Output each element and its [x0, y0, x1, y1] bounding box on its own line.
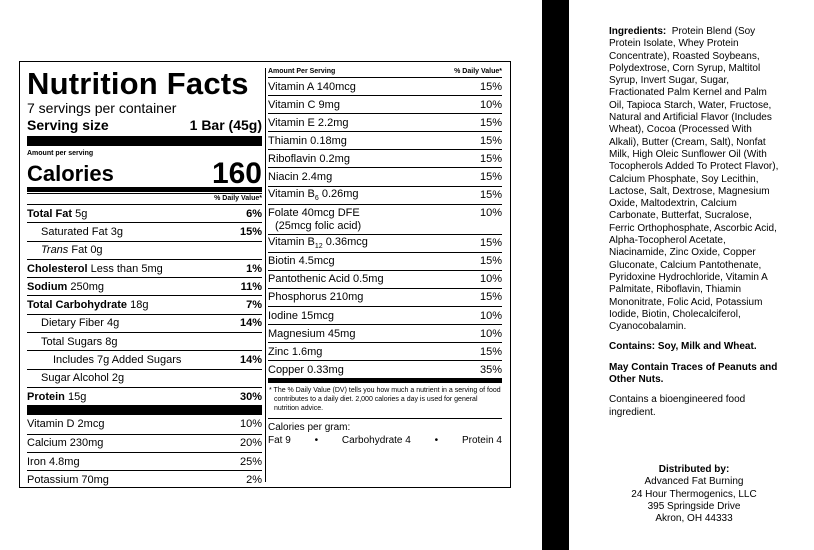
cpg-protein: Protein 4	[461, 435, 502, 447]
nutrient-row-trans-fat	[27, 241, 262, 259]
amount-per-serving-header: Amount Per Serving	[268, 68, 336, 75]
nutrient-name: Dietary Fiber 4g	[41, 317, 120, 330]
vitamin-name: Copper 0.33mg	[268, 363, 344, 376]
vitamin-dv: 20%	[239, 437, 262, 450]
nutrient-name-rest: Fat 0g	[68, 244, 103, 257]
bullet-icon: •	[434, 435, 439, 447]
nutrient-name: Sodium	[27, 280, 68, 293]
vitamin-row	[268, 131, 502, 149]
vitamin-name: Potassium 70mg	[27, 473, 109, 486]
vitamin-dv: 2%	[246, 473, 262, 486]
vitamin-name: Riboflavin 0.2mg	[268, 152, 350, 165]
vitamin-name: Iodine 15mcg	[268, 309, 335, 322]
vitamin-name: Niacin 2.4mg	[268, 171, 333, 184]
nutrition-title: Nutrition Facts	[27, 66, 249, 101]
vitamin-dv: 15%	[479, 189, 502, 202]
vitamin-row	[268, 77, 502, 95]
nutrient-row-dietary-fiber	[27, 314, 262, 332]
vitamin-row	[268, 288, 502, 306]
vitamin-name: Zinc 1.6mg	[268, 345, 323, 358]
vitamin-row	[268, 306, 502, 324]
nutrient-dv: 30%	[239, 390, 262, 403]
vitamin-name	[268, 236, 368, 250]
calories-label: Calories	[27, 161, 114, 186]
vitamin-dv: 10%	[239, 418, 262, 431]
vitamin-dv: 10%	[479, 98, 502, 111]
vitamin-dv: 15%	[479, 80, 502, 93]
calories-value: 160	[211, 157, 262, 190]
vitamin-name	[268, 188, 359, 202]
nutrient-dv: 14%	[239, 317, 262, 330]
nutrient-name: Protein	[27, 390, 65, 403]
nutrient-dv: 11%	[240, 280, 262, 293]
nutrition-right-column	[268, 67, 502, 448]
nutrient-name: Total Fat	[27, 207, 73, 220]
vitamin-row	[268, 342, 502, 360]
vitamin-row	[268, 360, 502, 378]
nutrient-name: Total Sugars 8g	[41, 335, 118, 348]
vitamin-name: Thiamin 0.18mg	[268, 134, 347, 147]
distributor-line: Akron, OH 44333	[655, 513, 733, 525]
nutrient-dv: 1%	[246, 262, 262, 275]
vitamin-name: Vitamin A 140mcg	[268, 80, 356, 93]
vitamin-name-post: 0.26mg	[318, 188, 359, 201]
vitamin-dv: 15%	[479, 237, 502, 250]
vitamin-row	[27, 452, 262, 470]
nutrient-name: Includes 7g Added Sugars	[53, 354, 182, 367]
calories-per-gram-values	[268, 434, 502, 448]
column-divider	[265, 68, 266, 482]
vitamin-name: Iron 4.8mg	[27, 455, 80, 468]
vitamin-name-subscript: 6	[314, 195, 319, 203]
ingredients-text-block	[609, 26, 779, 333]
nutrient-dv: 6%	[246, 207, 262, 220]
vitamin-dv: 25%	[239, 455, 262, 468]
nutrient-row-sugar-alcohol	[27, 369, 262, 387]
thick-divider	[27, 405, 262, 415]
vitamin-name-line1: Folate 40mcg DFE	[268, 206, 360, 219]
ingredients-block	[609, 26, 779, 419]
vitamin-dv: 15%	[479, 134, 502, 147]
nutrient-dv: 7%	[246, 299, 262, 312]
allergen-may-contain: May Contain Traces of Peanuts and Other Nuts.	[609, 361, 778, 386]
daily-value-footnote: * The % Daily Value (DV) tells you how much a nutrient in a serving of food contributes to a daily diet. 2,000 calories a day is used for general nutrition advice.	[269, 387, 501, 413]
nutrient-row-total-fat	[27, 204, 262, 222]
cpg-carbohydrate: Carbohydrate 4	[341, 435, 411, 447]
nutrient-row-total-carbohydrate	[27, 295, 262, 313]
vitamin-name	[268, 207, 361, 233]
vitamin-dv: 10%	[479, 327, 502, 340]
distributor-line: 24 Hour Thermogenics, LLC	[631, 488, 757, 500]
vitamin-name: Pantothenic Acid 0.5mg	[268, 273, 384, 286]
vitamin-name-subscript: 12	[314, 243, 323, 251]
nutrient-row-total-sugars	[27, 332, 262, 350]
vitamin-name-line2: (25mcg folic acid)	[275, 219, 362, 232]
distributor-block	[609, 464, 779, 525]
vitamin-name-pre: Vitamin B	[268, 188, 315, 201]
nutrient-dv: 14%	[239, 354, 262, 367]
vitamin-row	[268, 149, 502, 167]
vitamin-row	[268, 252, 502, 270]
right-column-header	[268, 67, 502, 77]
distributor-line: 395 Springside Drive	[647, 500, 741, 512]
vitamin-name: Phosphorus 210mg	[268, 291, 364, 304]
servings-per-container: 7 servings per container	[27, 100, 177, 116]
nutrient-amount: 15g	[67, 390, 87, 403]
nutrient-name-italic: Trans	[41, 244, 69, 257]
vitamin-name: Vitamin D 2mcg	[27, 418, 105, 431]
vitamin-row	[27, 470, 262, 488]
ingredients-text: Protein Blend (Soy Protein Isolate, Whey Protein Concentrate), Roasted Soybeans, Polydextrose, Corn Syrup, Maltitol Syrup, Invert Sugar, Sugar, Fractionated Palm Kernel and Palm Oil, Tapioca Starch, Water, Fructose, Natural and Artificial Flavor (Includes Wheat), Cocoa (Processed With Alkali), Butter (Cream, Salt), Nonfat Milk, High Oleic Sunflower Oil (With Tocopherols Added To Protect Flavor), Calcium Phosphate, Soy Lecithin, Lactose, Salt, Dextrose, Magnesium Oxide, Maltodextrin, Calcium Carbonate, Butterfat, Sucralose, Ferric Orthophosphate, Ascorbic Acid, Alpha-Tocopherol Acetate, Niacinamide, Zinc Oxide, Copper Gluconate, Calcium Pantothenate, Pyridoxine Hydrochloride, Vitamin A Palmitate, Riboflavin, Thiamin Mononitrate, Folic Acid, Potassium Iodide, Biotin, Cholecalciferol, Cyanocobalamin.	[609, 26, 779, 333]
thick-divider	[27, 136, 262, 146]
nutrient-row-cholesterol	[27, 259, 262, 277]
serving-size-value: 1 Bar (45g)	[189, 117, 262, 133]
distributor-label: Distributed by:	[658, 464, 730, 475]
vitamin-row	[268, 95, 502, 113]
nutrient-name: Cholesterol	[27, 262, 88, 275]
nutrient-name: Total Carbohydrate	[27, 299, 128, 312]
vitamin-name: Vitamin C 9mg	[268, 98, 340, 111]
vitamin-row	[268, 186, 502, 204]
vitamin-dv: 10%	[479, 273, 502, 286]
cpg-fat: Fat 9	[268, 435, 291, 447]
nutrient-amount: 250mg	[70, 280, 105, 293]
daily-value-header: % Daily Value*	[454, 68, 502, 75]
vitamin-name: Magnesium 45mg	[268, 327, 356, 340]
black-band	[542, 0, 569, 550]
nutrient-amount: 18g	[130, 299, 149, 312]
vitamin-dv: 10%	[479, 206, 502, 219]
vitamin-name: Biotin 4.5mcg	[268, 255, 335, 268]
vitamin-row-folate	[268, 204, 502, 234]
bullet-icon: •	[314, 435, 319, 447]
serving-size	[27, 117, 262, 136]
vitamin-name: Vitamin E 2.2mg	[268, 116, 349, 129]
vitamin-row	[268, 113, 502, 131]
vitamin-row	[27, 415, 262, 433]
vitamin-row	[268, 234, 502, 252]
nutrition-left-column	[27, 67, 262, 488]
bioengineered-statement: Contains a bioengineered food ingredient.	[609, 394, 746, 418]
vitamin-name-pre: Vitamin B	[268, 236, 315, 249]
vitamin-dv: 15%	[479, 255, 502, 268]
medium-divider	[268, 378, 502, 383]
vitamin-row	[268, 167, 502, 185]
nutrient-row-sodium	[27, 277, 262, 295]
distributor-line: Advanced Fat Burning	[644, 476, 744, 488]
vitamin-row	[27, 434, 262, 452]
vitamin-dv: 15%	[479, 345, 502, 358]
vitamin-dv: 10%	[479, 309, 502, 322]
nutrient-name: Sugar Alcohol 2g	[41, 372, 125, 385]
nutrition-facts-panel	[19, 61, 511, 488]
nutrient-amount: Less than 5mg	[90, 262, 163, 275]
allergen-contains: Contains: Soy, Milk and Wheat.	[609, 341, 757, 353]
nutrient-dv: 15%	[239, 225, 262, 238]
serving-size-label: Serving size	[27, 117, 109, 133]
daily-value-header: % Daily Value*	[27, 193, 262, 204]
nutrient-amount: 5g	[75, 207, 88, 220]
calories-per-gram-label: Calories per gram:	[268, 418, 502, 434]
vitamin-dv: 35%	[479, 363, 502, 376]
amount-per-serving: Amount per serving	[27, 150, 94, 157]
nutrient-row-protein	[27, 387, 262, 405]
vitamin-dv: 15%	[479, 116, 502, 129]
vitamin-name: Calcium 230mg	[27, 437, 104, 450]
calories-row	[27, 157, 262, 190]
vitamin-dv: 15%	[479, 171, 502, 184]
vitamin-dv: 15%	[479, 291, 502, 304]
nutrient-name: Saturated Fat 3g	[41, 225, 123, 238]
vitamin-dv: 15%	[479, 152, 502, 165]
vitamin-row	[268, 324, 502, 342]
vitamin-name-post: 0.36mcg	[322, 236, 368, 249]
nutrient-row-saturated-fat	[27, 222, 262, 240]
vitamin-row	[268, 270, 502, 288]
ingredients-label: Ingredients:	[609, 26, 667, 37]
nutrient-row-added-sugars	[27, 350, 262, 368]
